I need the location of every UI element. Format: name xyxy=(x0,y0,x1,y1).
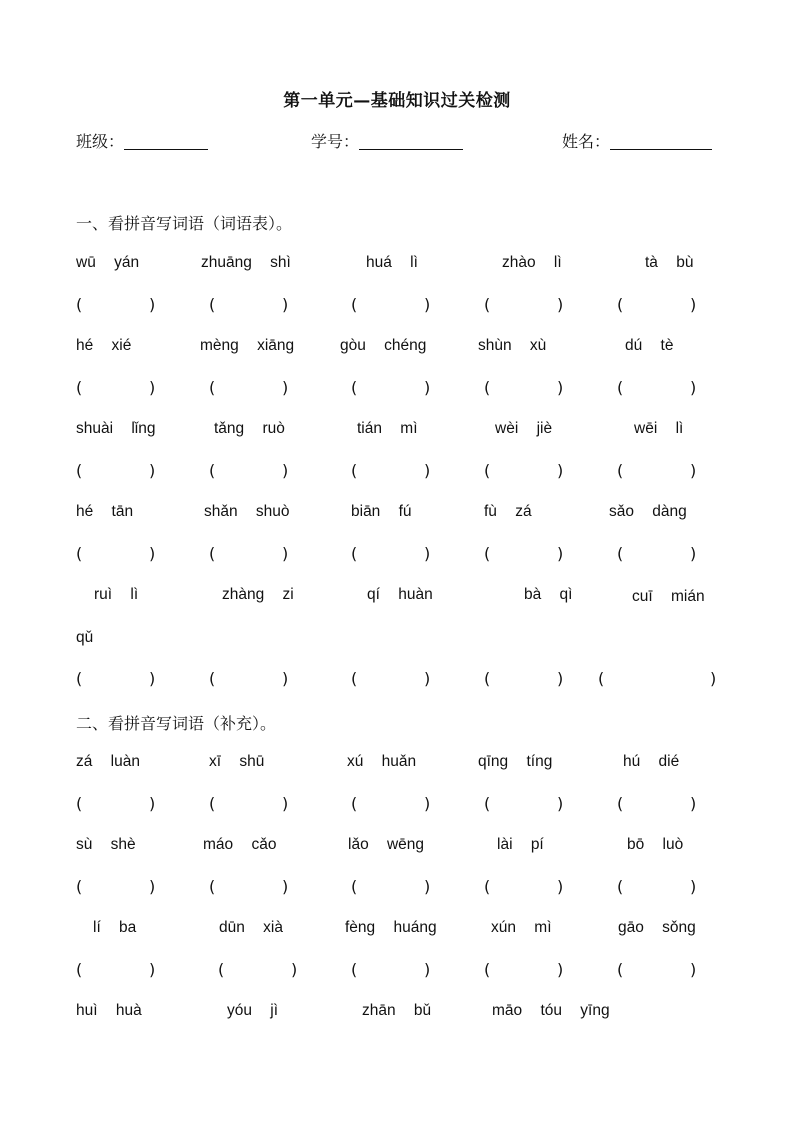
class-blank[interactable] xyxy=(124,133,208,150)
close-paren: ) xyxy=(282,544,289,563)
pinyin-word: huì huà xyxy=(76,1002,142,1019)
pinyin-word: fèng huáng xyxy=(345,919,437,936)
pinyin-word: xún mì xyxy=(491,919,552,936)
pinyin-word: shǎn shuò xyxy=(204,503,290,520)
pinyin-word: zá luàn xyxy=(76,753,140,770)
pinyin-row xyxy=(0,254,794,278)
close-paren: ) xyxy=(291,960,298,979)
section-2-heading: 二、看拼音写词语（补充）。 xyxy=(76,714,277,733)
student-number-blank[interactable] xyxy=(359,133,463,150)
pinyin-word: gòu chéng xyxy=(340,337,427,354)
open-paren: ( xyxy=(351,669,358,688)
answer-row xyxy=(0,669,794,693)
open-paren: ( xyxy=(76,461,83,480)
open-paren: ( xyxy=(351,960,358,979)
pinyin-word: xī shū xyxy=(209,753,265,770)
open-paren: ( xyxy=(351,461,358,480)
open-paren: ( xyxy=(484,669,491,688)
pinyin-row xyxy=(0,586,794,652)
pinyin-word: fù zá xyxy=(484,503,532,520)
name-label: 姓名： xyxy=(562,132,611,151)
open-paren: ( xyxy=(351,877,358,896)
close-paren: ) xyxy=(282,669,289,688)
open-paren: ( xyxy=(209,544,216,563)
pinyin-word: zhàng zi xyxy=(222,586,294,603)
open-paren: ( xyxy=(351,544,358,563)
pinyin-word: sǎo dàng xyxy=(609,503,687,520)
close-paren: ) xyxy=(557,378,564,397)
pinyin-word: wèi jiè xyxy=(495,420,553,437)
close-paren: ) xyxy=(690,295,697,314)
pinyin-word: biān fú xyxy=(351,503,412,520)
close-paren: ) xyxy=(149,877,156,896)
pinyin-word: tà bù xyxy=(645,254,694,271)
open-paren: ( xyxy=(351,794,358,813)
close-paren: ) xyxy=(690,378,697,397)
pinyin-word: hé xié xyxy=(76,337,132,354)
pinyin-word: gāo sǒng xyxy=(618,919,696,936)
open-paren: ( xyxy=(209,461,216,480)
pinyin-row xyxy=(0,836,794,860)
close-paren: ) xyxy=(282,877,289,896)
open-paren: ( xyxy=(617,378,624,397)
open-paren: ( xyxy=(484,461,491,480)
pinyin-word: zhān bǔ xyxy=(362,1002,432,1019)
pinyin-word: bō luò xyxy=(627,836,684,853)
pinyin-word: tián mì xyxy=(357,420,418,437)
pinyin-word: sù shè xyxy=(76,836,136,853)
pinyin-row xyxy=(0,337,794,361)
pinyin-word: qīng tíng xyxy=(478,753,553,770)
open-paren: ( xyxy=(209,669,216,688)
pinyin-word: shuài lǐng xyxy=(76,420,156,437)
open-paren: ( xyxy=(209,794,216,813)
pinyin-word: yóu jì xyxy=(227,1002,279,1019)
close-paren: ) xyxy=(557,960,564,979)
close-paren: ) xyxy=(690,461,697,480)
close-paren: ) xyxy=(424,669,431,688)
open-paren: ( xyxy=(76,669,83,688)
open-paren: ( xyxy=(617,295,624,314)
answer-row xyxy=(0,295,794,319)
pinyin-word: zhuāng shì xyxy=(201,254,291,271)
section-1-heading: 一、看拼音写词语（词语表）。 xyxy=(76,214,293,233)
close-paren: ) xyxy=(282,295,289,314)
pinyin-word: cuī mián qǔ xyxy=(76,588,705,646)
name-field xyxy=(562,129,712,152)
pinyin-word: hé tān xyxy=(76,503,134,520)
pinyin-word: tǎng ruò xyxy=(214,420,285,437)
open-paren: ( xyxy=(209,295,216,314)
close-paren: ) xyxy=(690,960,697,979)
open-paren: ( xyxy=(484,378,491,397)
class-label: 班级： xyxy=(76,132,125,151)
close-paren: ) xyxy=(424,378,431,397)
open-paren: ( xyxy=(484,877,491,896)
answer-row xyxy=(0,794,794,818)
close-paren: ) xyxy=(710,669,717,688)
close-paren: ) xyxy=(149,461,156,480)
answer-row xyxy=(0,378,794,402)
close-paren: ) xyxy=(557,295,564,314)
close-paren: ) xyxy=(149,295,156,314)
open-paren: ( xyxy=(484,960,491,979)
pinyin-word: ruì lì xyxy=(94,586,139,603)
open-paren: ( xyxy=(209,877,216,896)
close-paren: ) xyxy=(424,461,431,480)
pinyin-word: mèng xiāng xyxy=(200,337,295,354)
pinyin-word: huá lì xyxy=(366,254,418,271)
close-paren: ) xyxy=(149,669,156,688)
close-paren: ) xyxy=(282,461,289,480)
close-paren: ) xyxy=(282,794,289,813)
close-paren: ) xyxy=(557,794,564,813)
close-paren: ) xyxy=(690,544,697,563)
pinyin-word: máo cǎo xyxy=(203,836,277,853)
answer-row xyxy=(0,877,794,901)
pinyin-word: zhào lì xyxy=(502,254,562,271)
close-paren: ) xyxy=(690,877,697,896)
student-number-field xyxy=(311,129,463,152)
close-paren: ) xyxy=(424,544,431,563)
open-paren: ( xyxy=(617,877,624,896)
open-paren: ( xyxy=(76,877,83,896)
open-paren: ( xyxy=(218,960,225,979)
pinyin-word: lǎo wēng xyxy=(348,836,425,853)
pinyin-word: bà qì xyxy=(524,586,573,603)
open-paren: ( xyxy=(209,378,216,397)
pinyin-row xyxy=(0,753,794,777)
answer-row xyxy=(0,461,794,485)
close-paren: ) xyxy=(557,669,564,688)
pinyin-word: shùn xù xyxy=(478,337,547,354)
student-number-label: 学号： xyxy=(311,132,360,151)
open-paren: ( xyxy=(617,794,624,813)
open-paren: ( xyxy=(484,544,491,563)
close-paren: ) xyxy=(149,544,156,563)
open-paren: ( xyxy=(484,295,491,314)
close-paren: ) xyxy=(557,877,564,896)
answer-row xyxy=(0,960,794,984)
pinyin-word: xú huǎn xyxy=(347,753,417,770)
close-paren: ) xyxy=(282,378,289,397)
open-paren: ( xyxy=(617,544,624,563)
close-paren: ) xyxy=(557,461,564,480)
pinyin-word: wū yán xyxy=(76,254,140,271)
open-paren: ( xyxy=(76,794,83,813)
pinyin-word: lí ba xyxy=(93,919,137,936)
open-paren: ( xyxy=(617,960,624,979)
open-paren: ( xyxy=(76,295,83,314)
open-paren: ( xyxy=(76,544,83,563)
close-paren: ) xyxy=(690,794,697,813)
open-paren: ( xyxy=(76,960,83,979)
page-title: 第一单元—基础知识过关检测 xyxy=(283,91,511,111)
close-paren: ) xyxy=(149,960,156,979)
pinyin-word: qí huàn xyxy=(367,586,433,603)
pinyin-word: dūn xià xyxy=(219,919,283,936)
close-paren: ) xyxy=(149,378,156,397)
close-paren: ) xyxy=(149,794,156,813)
pinyin-word: dú tè xyxy=(625,337,674,354)
open-paren: ( xyxy=(598,669,605,688)
pinyin-word: hú dié xyxy=(623,753,680,770)
pinyin-word: lài pí xyxy=(497,836,544,853)
open-paren: ( xyxy=(617,461,624,480)
close-paren: ) xyxy=(557,544,564,563)
close-paren: ) xyxy=(424,794,431,813)
pinyin-row xyxy=(0,1002,794,1026)
open-paren: ( xyxy=(351,378,358,397)
pinyin-row xyxy=(0,919,794,943)
close-paren: ) xyxy=(424,295,431,314)
close-paren: ) xyxy=(424,877,431,896)
close-paren: ) xyxy=(424,960,431,979)
answer-row xyxy=(0,544,794,568)
pinyin-row xyxy=(0,503,794,527)
name-blank[interactable] xyxy=(610,133,712,150)
open-paren: ( xyxy=(351,295,358,314)
open-paren: ( xyxy=(484,794,491,813)
pinyin-row xyxy=(0,420,794,444)
pinyin-word: wēi lì xyxy=(634,420,684,437)
open-paren: ( xyxy=(76,378,83,397)
class-field xyxy=(76,129,208,152)
pinyin-word: māo tóu yīng xyxy=(492,1002,610,1019)
